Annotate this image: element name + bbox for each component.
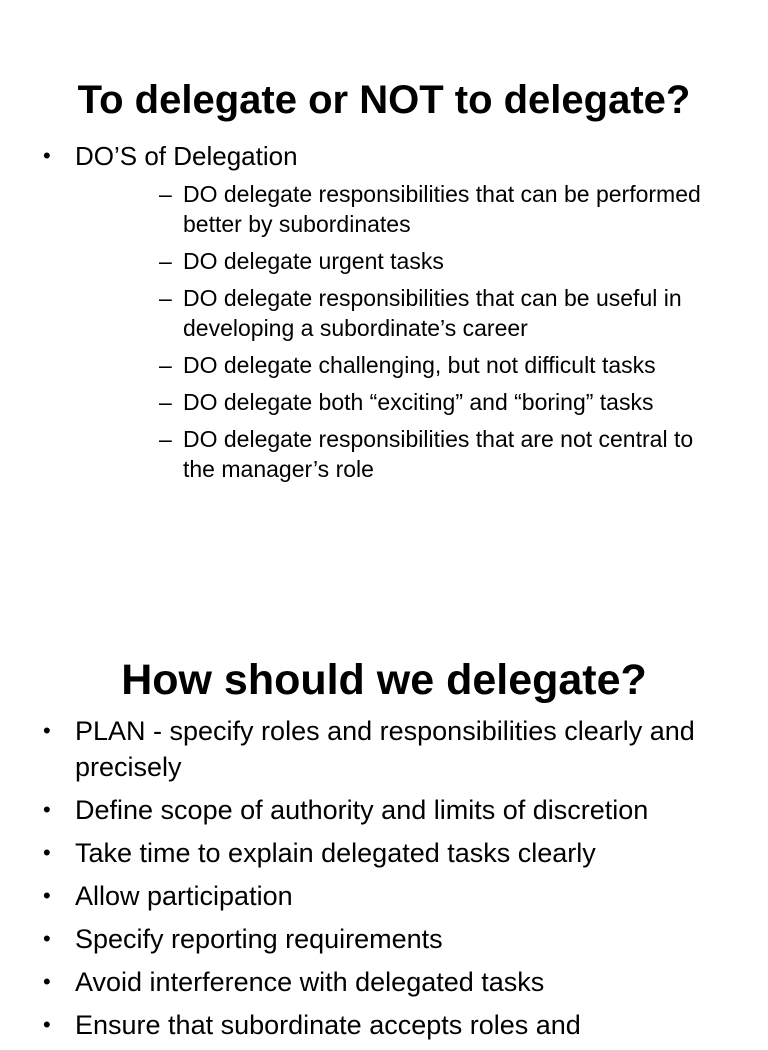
list-item: [0, 921, 768, 957]
bullet-text: Ensure that subordinate accepts roles and: [75, 1010, 581, 1040]
list-item: [0, 878, 768, 914]
list-item: [0, 792, 768, 828]
list-item: [0, 1007, 768, 1043]
bullet-marker: •: [43, 969, 51, 994]
slide-title: To delegate or NOT to delegate?: [77, 77, 691, 122]
sub-list-item: [75, 179, 744, 239]
dash-marker: –: [159, 181, 172, 207]
bullet-text: Specify reporting requirements: [75, 924, 443, 954]
slide-title: How should we delegate?: [121, 655, 647, 704]
dash-marker: –: [159, 285, 172, 311]
sub-item-text: DO delegate responsibilities that are not central to the manager’s role: [183, 426, 694, 482]
list-item: [0, 964, 768, 1000]
sub-list-item: [75, 350, 744, 380]
dash-marker: –: [159, 352, 172, 378]
bullet-marker: •: [43, 1012, 51, 1037]
list-item: [0, 140, 768, 484]
bullet-text: DO’S of Delegation: [75, 141, 298, 171]
slide-how-to-delegate: [0, 560, 768, 1040]
sub-list-item: [75, 246, 744, 276]
sub-list: [75, 179, 744, 484]
list-item: [0, 835, 768, 871]
bullet-marker: •: [43, 143, 51, 168]
dash-marker: –: [159, 248, 172, 274]
bullet-text: Take time to explain delegated tasks clearly: [75, 838, 596, 868]
list-item: [0, 713, 768, 785]
sub-list-item: [75, 283, 744, 343]
sub-item-text: DO delegate responsibilities that can be useful in developing a subordinate’s career: [183, 285, 682, 341]
sub-list-item: [75, 424, 744, 484]
bullet-marker: •: [43, 840, 51, 865]
bullet-text: Define scope of authority and limits of discretion: [75, 795, 649, 825]
bullet-marker: •: [43, 883, 51, 908]
bullet-text: Avoid interference with delegated tasks: [75, 967, 545, 997]
sub-item-text: DO delegate urgent tasks: [183, 248, 444, 274]
sub-item-text: DO delegate responsibilities that can be performed better by subordinates: [183, 181, 701, 237]
bullet-list: [0, 140, 768, 491]
sub-item-text: DO delegate both “exciting” and “boring” tasks: [183, 389, 654, 415]
dash-marker: –: [159, 426, 172, 452]
sub-item-text: DO delegate challenging, but not difficult tasks: [183, 352, 656, 378]
bullet-marker: •: [43, 926, 51, 951]
sub-list-item: [75, 387, 744, 417]
bullet-marker: •: [43, 797, 51, 822]
bullet-list: [0, 713, 768, 1050]
dash-marker: –: [159, 389, 172, 415]
bullet-text: PLAN - specify roles and responsibilities clearly and precisely: [75, 716, 695, 782]
bullet-marker: •: [43, 718, 51, 743]
bullet-text: Allow participation: [75, 881, 293, 911]
